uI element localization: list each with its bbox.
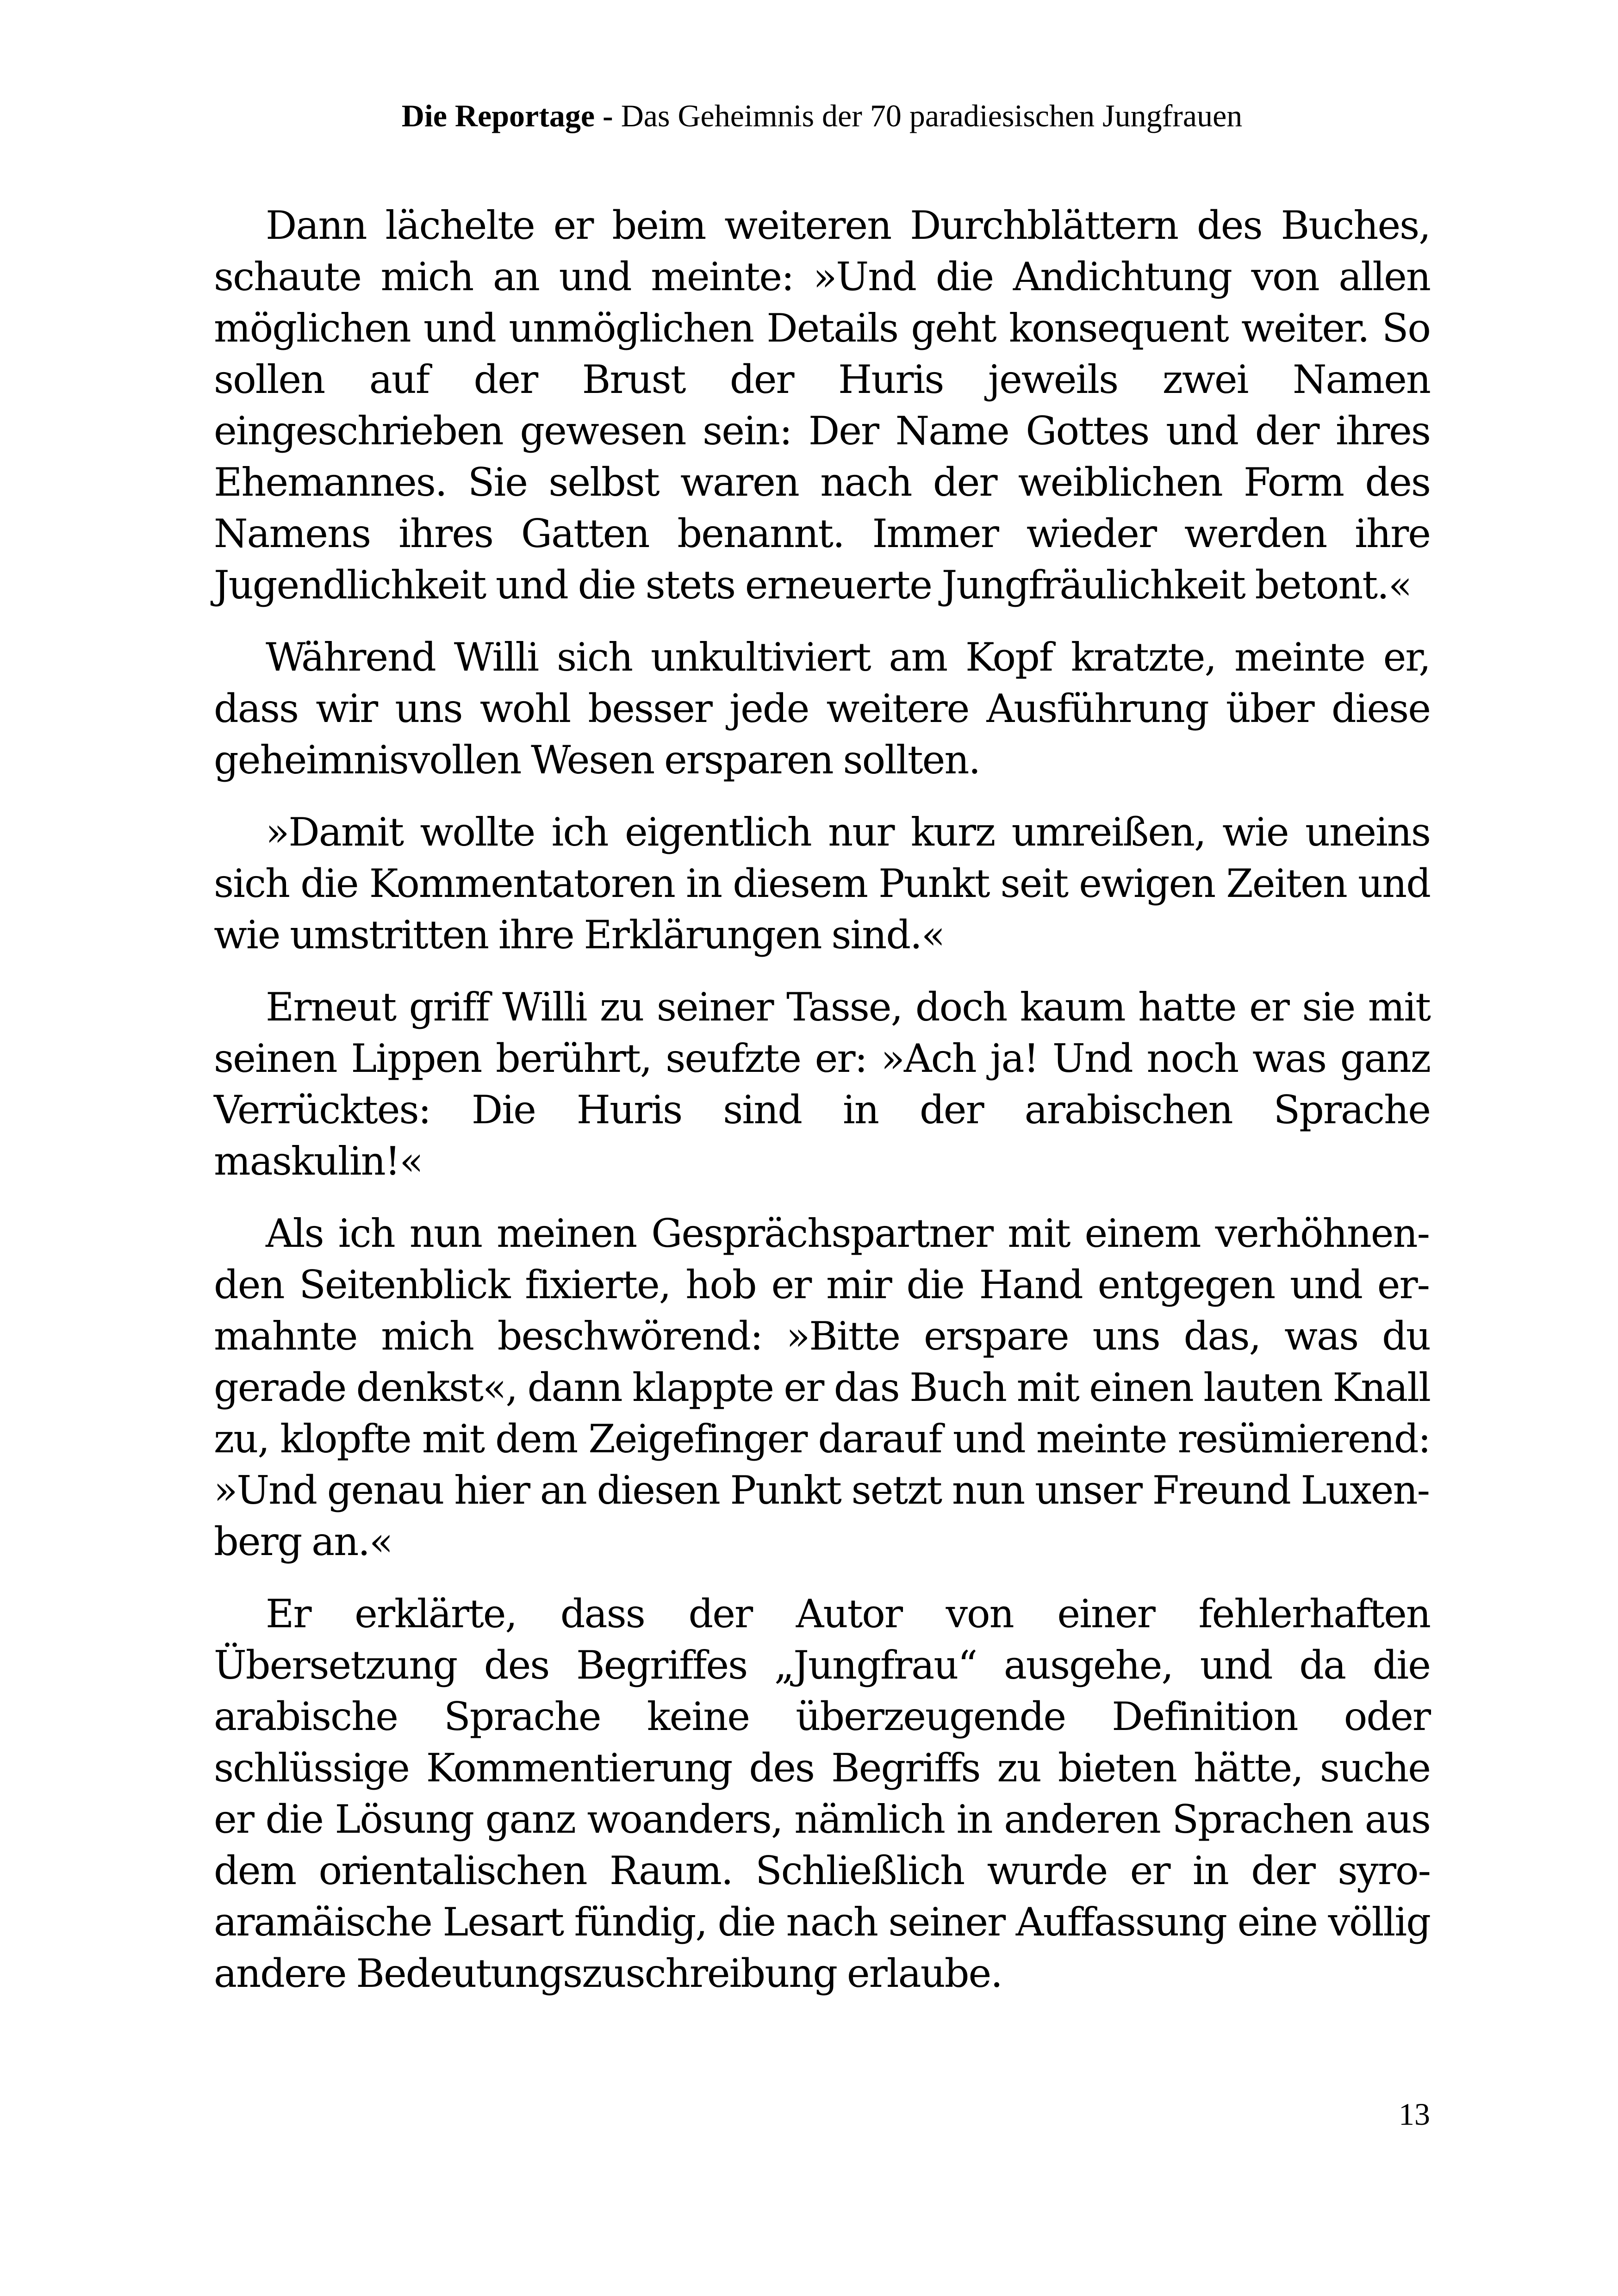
header-chapter-title: Das Geheimnis der 70 paradiesischen Jungfrauen: [621, 98, 1243, 133]
header-separator: -: [595, 98, 621, 133]
header-book-part: Die Reportage: [401, 98, 595, 133]
paragraph: Dann lächelte er beim weiteren Durchblättern des Buches, schaute mich an und meinte: »Und die Andichtung von allen möglichen und unmöglichen Details geht konsequent weiter. So sollen auf der Brust der Huris jeweils zwei Namen eingeschrieben gewesen sein: Der Name Gottes und der ihres Ehemannes. Sie selbst waren nach der weiblichen Form des Namens ihres Gatten benannt. Immer wieder werden ihre Jugendlichkeit und die stets erneuerte Jungfräulichkeit betont.«: [214, 203, 1430, 608]
paragraph: »Damit wollte ich eigentlich nur kurz umreißen, wie uneins sich die Kommentatoren in diesem Punkt seit ewigen Zeiten und wie umstritten ihre Erklärungen sind.«: [214, 809, 1430, 958]
running-header: [214, 96, 1430, 135]
body-text: [214, 200, 1430, 2020]
paragraph: Erneut griff Willi zu seiner Tasse, doch kaum hatte er sie mit seinen Lippen berührt, seufzte er: »Ach ja! Und noch was ganz Verrücktes: Die Huris sind in der arabischen Sprache maskulin!«: [214, 984, 1430, 1184]
paragraph: Als ich nun meinen Gesprächspartner mit einem verhöhnenden Seitenblick fixierte, hob er mir die Hand entgegen und ermahnte mich beschwörend: »Bitte erspare uns das, was du gerade denkst«, dann klappte er das Buch mit einen lauten Knall zu, klopfte mit dem Zeigefinger darauf und meinte resümierend: »Und genau hier an diesen Punkt setzt nun unser Freund Luxenberg an.«: [214, 1211, 1430, 1564]
paragraph: Er erklärte, dass der Autor von einer fehlerhaften Übersetzung des Begriffes „Jungfrau“ ausgehe, und da die arabische Sprache keine überzeugende Definition oder schlüssige Kommentierung des Begriffs zu bieten hätte, suche er die Lösung ganz woanders, nämlich in anderen Sprachen aus dem orientalischen Raum. Schließlich wurde er in der syro-aramäische Lesart fündig, die nach seiner Auffassung eine völlig andere Bedeutungszuschreibung erlaube.: [214, 1591, 1430, 1996]
page-number: 13: [1399, 2097, 1430, 2132]
paragraph: Während Willi sich unkultiviert am Kopf kratzte, meinte er, dass wir uns wohl besser jede weitere Ausführung über diese geheimnisvollen Wesen ersparen sollten.: [214, 635, 1430, 783]
